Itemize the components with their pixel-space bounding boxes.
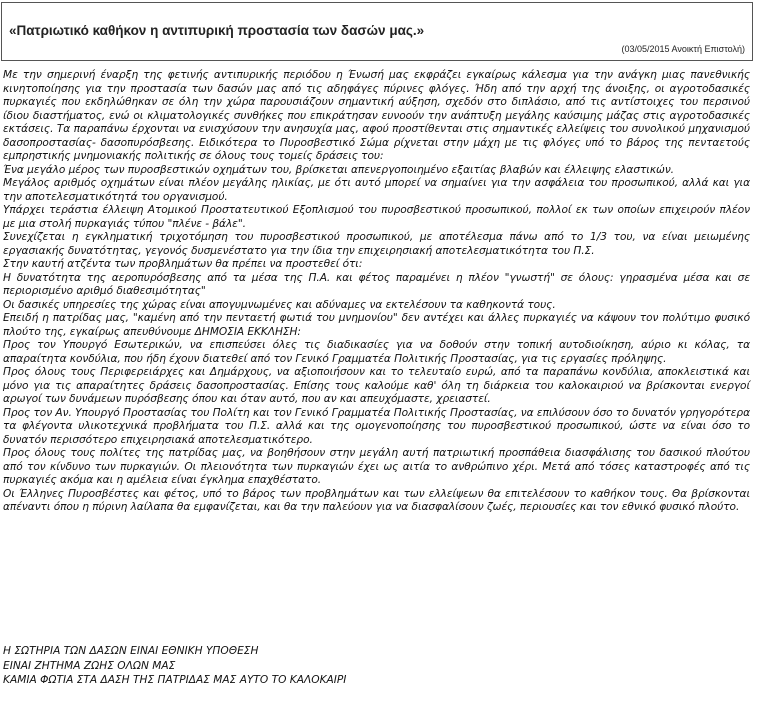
paragraph: Η δυνατότητα της αεροπυρόσβεσης από τα μέσα της Π.Α. και φέτος παραμένει η πλέον "γνωστή" σε όλους: γηρασμένα μέσα και σε περιορισμένο αριθμό διαθεσιμότητας" [3, 271, 750, 297]
dateline: (03/05/2015 Ανοικτή Επιστολή) [621, 44, 745, 54]
slogan-line: ΚΑΜΙΑ ΦΩΤΙΑ ΣΤΑ ΔΑΣΗ ΤΗΣ ΠΑΤΡΙΔΑΣ ΜΑΣ ΑΥΤΟ ΤΟ ΚΑΛΟΚΑΙΡΙ [3, 674, 347, 686]
header-box [1, 2, 753, 61]
letter-body [3, 69, 750, 515]
slogan-line: Η ΣΩΤΗΡΙΑ ΤΩΝ ΔΑΣΩΝ ΕΙΝΑΙ ΕΘΝΙΚΗ ΥΠΟΘΕΣΗ [3, 645, 259, 657]
page-title: «Πατριωτικό καθήκον η αντιπυρική προστασία των δασών μας.» [9, 23, 425, 38]
slogan-line: ΕΙΝΑΙ ΖΗΤΗΜΑ ΖΩΗΣ ΟΛΩΝ ΜΑΣ [3, 659, 176, 672]
paragraph: Οι Έλληνες Πυροσβέστες και φέτος, υπό το βάρος των προβλημάτων και των ελλείψεων θα επιτελέσουν το καθήκον τους. Θα βρίσκονται απέναντι όπου η πύρινη λαίλαπα θα εμφανίζεται, και θα την παλεύουν για να διασφαλίσουν ζωές, περιουσίες και τον εθνικό φυσικό πλούτο. [3, 487, 750, 513]
paragraph: Προς όλους τους πολίτες της πατρίδας μας, να βοηθήσουν στην μεγάλη αυτή πατριωτική προσπάθεια διασφάλισης του δασικού πλούτου από τον κίνδυνο των πυρκαγιών. Οι πλειονότητα των πυρκαγιών έχει ως αιτία το ανθρώπινο χέρι. Μετά από τόσες καταστροφές από τις πυρκαγιές ακόμα και η αμέλεια είναι έγκλημα επαχθέστατο. [3, 447, 750, 486]
paragraph: Ένα μεγάλο μέρος των πυροσβεστικών οχημάτων του, βρίσκεται απενεργοποιημένο εξαιτίας βλαβών και έλλειψης ελαστικών. [3, 163, 674, 176]
paragraph: Προς τον Αν. Υπουργό Προστασίας του Πολίτη και τον Γενικό Γραμματέα Πολιτικής Προστασίας, να επιλύσουν όσο το δυνατόν γρηγορότερα τα φλέγοντα υλικοτεχνικά προβλήματα του Π.Σ. αλλά και της ομογενοποίησης του πυροσβεστικού προσωπικού, ώστε να είναι όσο το δυνατόν περισσότερο επιχειρησιακά αποτελεσματικότερο. [3, 406, 750, 446]
paragraph: Προς τον Υπουργό Εσωτερικών, να επισπεύσει όλες τις διαδικασίες για να δοθούν στην τοπική αυτοδιοίκηση, αύριο κι κόλας, τα απαραίτητα κονδύλια, που ήδη έχουν διατεθεί από τον Γενικό Γραμματέα Πολιτικής Προστασίας, για τις εργασίες πρόληψης. [3, 339, 750, 365]
paragraph: Υπάρχει τεράστια έλλειψη Ατομικού Προστατευτικού Εξοπλισμού του πυροσβεστικού προσωπικού, πολλοί εκ των οποίων επιχειρούν πλέον με μια στολή πυρκαγιάς τύπου "πλένε - βάλε". [3, 204, 750, 230]
paragraph: Με την σημερινή έναρξη της φετινής αντιπυρικής περιόδου η Ένωσή μας εκφράζει εγκαίρως κάλεσμα για την ανάγκη μιας πανεθνικής κινητοποίησης για την προστασία των δασών μας από τις αδηφάγες πύρινες φλόγες. Ήδη από την αρχή της άνοιξης, οι αγροτοδασικές πυρκαγιές που εκδηλώθηκαν σε όλη την χώρα παρουσιάζουν σημαντική αύξηση, σχεδόν στο διπλάσιο, από τις αντίστοιχες του περσινού ίδιου διαστήματος, ενώ οι κλιματολογικές συνθήκες που επικράτησαν ευνοούν την ανάπτυξη μεγάλης καύσιμης μάζας στις αγροτοδασικές εκτάσεις. Τα παραπάνω έρχονται να ενισχύσουν την ανησυχία μας, αφού προστίθενται στις σημαντικές ελλείψεις του συνολικού μηχανισμού δασοπροστασίας- δασοπυρόσβεσης. Ειδικότερα το Πυροσβεστικό Σώμα ρίχνεται στην μάχη με τις φλόγες υπό το βάρος της πενταετούς εμπρηστικής μνημονιακής πολιτικής σε όλους τους τομείς δράσεις του: [3, 69, 750, 162]
paragraph: Συνεχίζεται η εγκληματική τριχοτόμηση του πυροσβεστικού προσωπικού, με αποτέλεσμα πάνω από το 1/3 του, να είναι μειωμένης εργασιακής δυνατότητας, γεγονός δυσμενέστατο για την ίδια την επιχειρησιακή αποτελεσματικότητα του Π.Σ. [3, 231, 750, 257]
paragraph: Οι δασικές υπηρεσίες της χώρας είναι απογυμνωμένες και αδύναμες να εκτελέσουν τα καθηκοντά τους. [3, 298, 556, 311]
paragraph: Προς όλους τους Περιφερειάρχες και Δημάρχους, να αξιοποιήσουν και το τελευταίο ευρώ, από τα παραπάνω κονδύλια, αποκλειστικά και μόνο για τις απαραίτητες δράσεις δασοπροστασίας. Επίσης τους καλούμε καθ' όλη τη διάρκεια του καλοκαιριού να βρίσκονται ενεργοί αρωγοί των δυνάμεων πυρόσβεσης όπου και όταν αυτό, που αν και απευχόμαστε, χρειαστεί. [3, 366, 750, 405]
paragraph: Στην καυτή ατζέντα των προβλημάτων θα πρέπει να προστεθεί ότι: [3, 258, 363, 270]
paragraph: Μεγάλος αριθμός οχημάτων είναι πλέον μεγάλης ηλικίας, με ότι αυτό μπορεί να σημαίνει για την ασφάλεια του προσωπικού, αλλά και για την αποτελεσματικότητά του οργανισμού. [3, 177, 750, 203]
paragraph: Επειδή η πατρίδας μας, "καμένη από την πενταετή φωτιά του μνημονίου" δεν αντέχει και άλλες πυρκαγιές να κάψουν τον πολύτιμο φυσικό πλούτο της, εγκαίρως απευθύνουμε ΔΗΜΟΣΙΑ ΕΚΚΛΗΣΗ: [3, 312, 750, 338]
closing-slogans [3, 644, 750, 688]
